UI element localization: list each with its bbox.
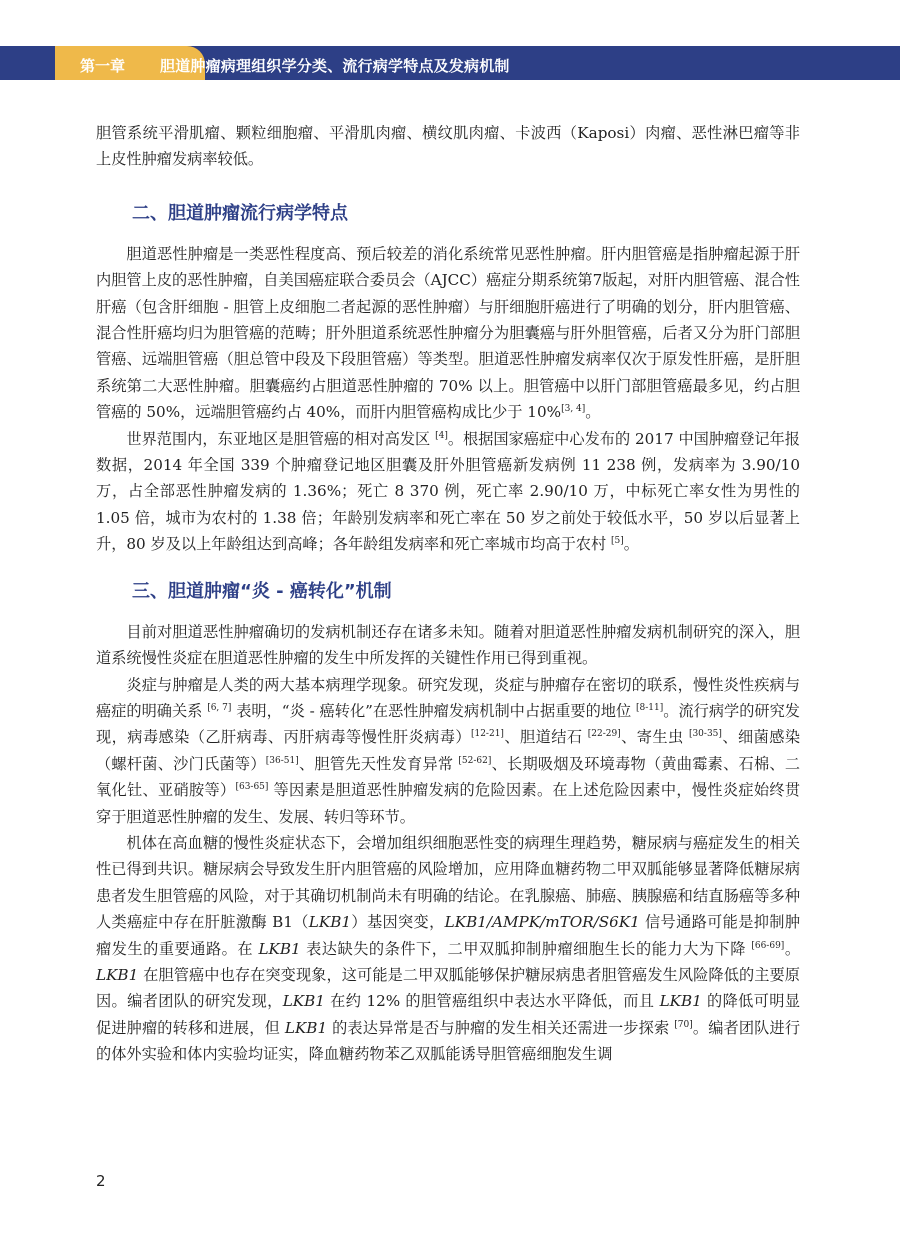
running-title: 胆道肿瘤病理组织学分类、流行病学特点及发病机制: [160, 57, 510, 75]
gene-name: LKB1/AMPK/mTOR/S6K1: [444, 913, 640, 932]
paragraph: 目前对胆道恶性肿瘤确切的发病机制还存在诸多未知。随着对胆道恶性肿瘤发病机制研究的深入，胆道系统慢性炎症在胆道恶性肿瘤的发生中所发挥的关键性作用已得到重视。: [96, 622, 800, 668]
section-heading-epidemiology: 二、胆道肿瘤流行病学特点: [132, 202, 348, 224]
text: 。: [784, 939, 801, 958]
body-text: [96, 120, 800, 1068]
paragraph: [96, 426, 800, 558]
text: 。流行病学的研究发现，病毒感染（乙肝病毒、丙肝病毒等慢性肝炎病毒）: [96, 701, 800, 747]
gene-name: LKB1: [258, 939, 301, 958]
text: 、胆道结石: [503, 728, 588, 747]
text: 在约 12% 的胆管癌组织中表达水平降低，而且: [324, 992, 660, 1011]
text: 的表达异常是否与肿瘤的发生相关还需进一步探索: [327, 1018, 675, 1037]
citation: [3, 4]: [561, 404, 586, 415]
text: 信号通路可能是抑制肿瘤发生的重要通路。在: [96, 913, 801, 958]
text: 炎症与肿瘤是人类的两大基本病理学现象。研究发现，炎症与肿瘤存在密切的联系，慢性炎性疾病与癌症的明确关系: [96, 675, 800, 720]
text: 、细菌感染（螺杆菌、沙门氏菌等）: [96, 728, 801, 773]
text: 。: [623, 535, 639, 554]
text: 机体在高血糖的慢性炎症状态下，会增加组织细胞恶性变的病理生理趋势，糖尿病与癌症发生的相关性已得到共识。糖尿病会导致发生肝内胆管癌的风险增加，应用降血糖药物二甲双胍能够显著降低糖尿病患者发生胆管癌的风险，对于其确切机制尚未有明确的结论。在乳腺癌、肺癌、胰腺癌和结直肠癌等多种人类癌症中存在肝脏激酶 B1（: [96, 833, 800, 932]
text: 。根据国家癌症中心发布的 2017 中国肿瘤登记年报数据，2014 年全国 339 个肿瘤登记地区胆囊及肝外胆管癌新发病例 11 238 例，发病率为 3.90/10 万，占全部恶性肿瘤发病的 1.36%；死亡 8 370 例，死亡率 2.90/10 万，中标死亡率女性为男性的 1.05 倍，城市为农村的 1.38 倍；年龄别发病率和死亡率在 50 岁之前处于较低水平，50 岁以后显著上升，80 岁及以上年龄组达到高峰；各年龄组发病率和死亡率城市均高于农村: [96, 429, 800, 554]
citation: [30-35]: [688, 729, 722, 740]
text: 表明，“炎 - 癌转化”在恶性肿瘤发病机制中占据重要的地位: [231, 701, 637, 720]
text: 等因素是胆道恶性肿瘤发病的危险因素。在上述危险因素中，慢性炎症始终贯穿于胆道恶性肿瘤的发生、发展、转归等环节。: [96, 781, 801, 826]
text: 胆道恶性肿瘤是一类恶性程度高、预后较差的消化系统常见恶性肿瘤。肝内胆管癌是指肿瘤起源于肝内胆管上皮的恶性肿瘤，自美国癌症联合委员会（AJCC）癌症分期系统第7版起，对肝内胆管癌、混合性肝癌（包含肝细胞 - 胆管上皮细胞二者起源的恶性肿瘤）与肝细胞肝癌进行了明确的划分，肝内胆管癌、混合性肝癌均归为胆管癌的范畴；肝外胆道系统恶性肿瘤分为胆囊癌与肝外胆管癌，后者又分为肝门部胆管癌、远端胆管癌（胆总管中段及下段胆管癌）等类型。胆道恶性肿瘤发病率仅次于原发性肝癌，是肝胆系统第二大恶性肿瘤。胆囊癌约占胆道恶性肿瘤的 70% 以上。胆管癌中以肝门部胆管癌最多见，约占胆管癌的 50%，远端胆管癌约占 40%，而肝内胆管癌构成比少于 10%: [96, 244, 800, 422]
paragraph-continued: 胆管系统平滑肌瘤、颗粒细胞瘤、平滑肌肉瘤、横纹肌肉瘤、卡波西（Kaposi）肉瘤、恶性淋巴瘤等非上皮性肿瘤发病率较低。: [96, 124, 800, 169]
citation: [66-69]: [751, 940, 785, 951]
gene-name: LKB1: [282, 992, 325, 1011]
gene-name: LKB1: [284, 1018, 328, 1037]
page-number: 2: [96, 1172, 106, 1190]
gene-name: LKB1: [659, 992, 702, 1011]
text: 的降低可明显促进肿瘤的转移和进展，但: [96, 992, 801, 1037]
text: ）基因突变，: [351, 913, 445, 932]
section-heading-mechanism: 三、胆道肿瘤“炎 - 癌转化”机制: [132, 580, 392, 602]
text: 、长期吸烟及环境毒物（黄曲霉素、石棉、二氧化钍、亚硝胺等）: [96, 754, 801, 800]
citation: [6, 7]: [207, 702, 232, 713]
citation: [36-51]: [265, 755, 299, 766]
text: 。编者团队进行的体外实验和体内实验均证实，降血糖药物苯乙双胍能诱导胆管癌细胞发生调: [96, 1018, 801, 1064]
chapter-label: 第一章: [80, 57, 126, 75]
citation: [12-21]: [470, 729, 504, 740]
text: 、胆管先天性发育异常: [298, 754, 459, 773]
text: 。: [585, 403, 601, 422]
text: 、寄生虫: [620, 728, 689, 747]
citation: [5]: [610, 536, 624, 547]
page-header: [0, 0, 900, 112]
text: 表达缺失的条件下，二甲双胍抑制肿瘤细胞生长的能力大为下降: [300, 939, 752, 958]
citation: [70]: [674, 1019, 693, 1030]
gene-name: LKB1: [308, 913, 352, 932]
text: 世界范围内，东亚地区是胆管癌的相对高发区: [126, 429, 436, 448]
gene-name: LKB1: [96, 965, 139, 984]
paragraph: [96, 241, 800, 426]
citation: [8-11]: [636, 702, 664, 713]
paragraph: [96, 672, 800, 830]
citation: [52-62]: [458, 755, 492, 766]
citation: [22-29]: [587, 729, 621, 740]
citation: [63-65]: [235, 782, 269, 793]
citation: [4]: [435, 430, 448, 441]
text: 在胆管癌中也存在突变现象，这可能是二甲双胍能够保护糖尿病患者胆管癌发生风险降低的主要原因。编者团队的研究发现，: [96, 965, 800, 1011]
paragraph: [96, 830, 800, 1068]
